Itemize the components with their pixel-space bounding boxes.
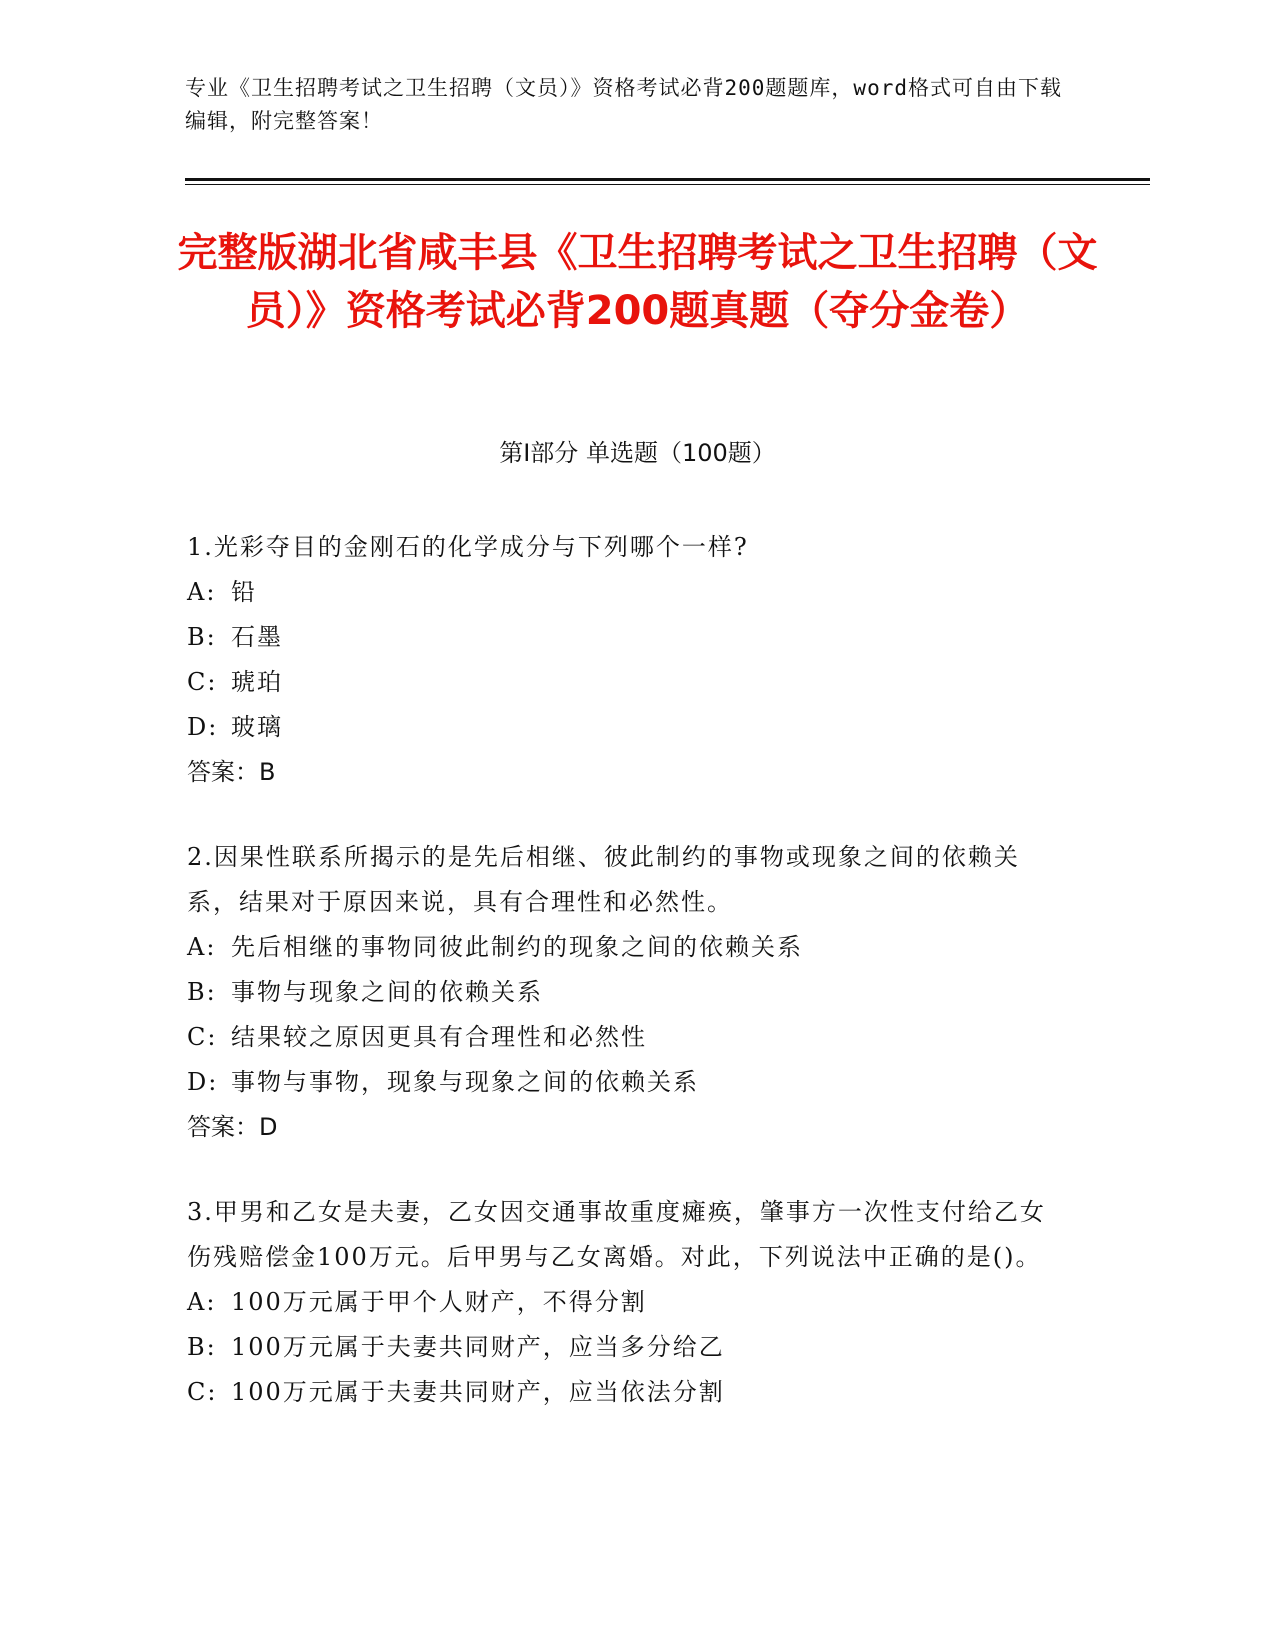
option-c — [187, 1370, 1067, 1415]
question-text: 1.光彩夺目的金刚石的化学成分与下列哪个一样? — [187, 533, 749, 561]
option-text: 100万元属于夫妻共同财产，应当多分给乙 — [231, 1333, 725, 1361]
option-letter: B: — [187, 1333, 217, 1361]
option-d — [187, 1060, 1067, 1105]
option-letter: C: — [187, 668, 218, 696]
header-divider-thick — [185, 178, 1150, 181]
option-text: 铅 — [231, 578, 257, 606]
question-2 — [187, 835, 1067, 1150]
option-letter: D: — [187, 1068, 219, 1096]
header-note: 专业《卫生招聘考试之卫生招聘（文员）》资格考试必背200题题库，word格式可自由下载编辑，附完整答案！ — [185, 76, 1062, 133]
option-letter: B: — [187, 623, 217, 651]
option-d — [187, 705, 1067, 750]
option-b — [187, 1325, 1067, 1370]
option-text: 石墨 — [231, 623, 283, 651]
option-letter: C: — [187, 1023, 218, 1051]
question-3 — [187, 1190, 1067, 1415]
option-letter: C: — [187, 1378, 218, 1406]
option-text: 先后相继的事物同彼此制约的现象之间的依赖关系 — [231, 933, 803, 961]
option-letter: D: — [187, 713, 219, 741]
option-b — [187, 970, 1067, 1015]
question-1 — [187, 525, 1067, 795]
document-title: 完整版湖北省咸丰县《卫生招聘考试之卫生招聘（文员）》资格考试必背200题真题（夺分金卷） — [177, 230, 1098, 334]
answer-line: 答案：D — [187, 1113, 278, 1141]
option-text: 100万元属于夫妻共同财产，应当依法分割 — [231, 1378, 725, 1406]
option-text: 琥珀 — [231, 668, 283, 696]
option-c — [187, 660, 1067, 705]
question-text: 2.因果性联系所揭示的是先后相继、彼此制约的事物或现象之间的依赖关系，结果对于原因来说，具有合理性和必然性。 — [187, 843, 1020, 916]
option-a — [187, 1280, 1067, 1325]
option-letter: B: — [187, 978, 217, 1006]
option-text: 事物与现象之间的依赖关系 — [231, 978, 543, 1006]
header-divider-thin — [185, 184, 1150, 185]
option-letter: A: — [187, 933, 217, 961]
section-title: 第Ⅰ部分 单选题（100题） — [499, 439, 776, 467]
answer-line: 答案：B — [187, 758, 276, 786]
option-letter: A: — [187, 1288, 217, 1316]
option-text: 玻璃 — [231, 713, 283, 741]
option-text: 100万元属于甲个人财产，不得分割 — [231, 1288, 647, 1316]
option-b — [187, 615, 1067, 660]
option-a — [187, 925, 1067, 970]
option-text: 结果较之原因更具有合理性和必然性 — [231, 1023, 647, 1051]
option-c — [187, 1015, 1067, 1060]
question-text: 3.甲男和乙女是夫妻，乙女因交通事故重度瘫痪，肇事方一次性支付给乙女伤残赔偿金100万元。后甲男与乙女离婚。对此，下列说法中正确的是()。 — [187, 1198, 1046, 1271]
option-letter: A: — [187, 578, 217, 606]
question-list — [187, 525, 1067, 1455]
option-a — [187, 570, 1067, 615]
option-text: 事物与事物，现象与现象之间的依赖关系 — [231, 1068, 699, 1096]
